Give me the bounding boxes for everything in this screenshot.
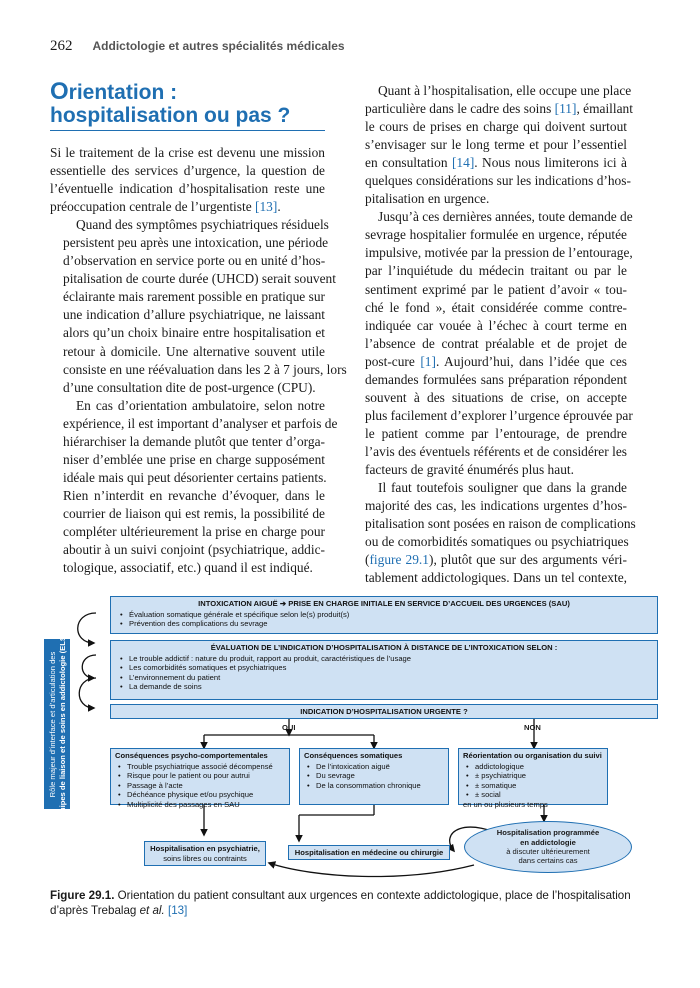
text-line: sevrage hospitalier formulée en urgence, réputée [365, 227, 627, 243]
section-heading [50, 80, 325, 131]
box-intoxication-title: INTOXICATION AIGUË ➔ PRISE EN CHARGE INITIALE EN SERVICE D’ACCUEIL DES URGENCES (SAU) [198, 599, 570, 608]
text-line: En cas d’orientation ambulatoire, selon notre [76, 397, 325, 413]
right-column [352, 82, 636, 587]
box-evaluation-title: ÉVALUATION DE L’INDICATION D’HOSPITALISATION À DISTANCE DE L’INTOXICATION SELON : [210, 643, 558, 652]
text-line: en consultation [14]. Nous nous limiterons ici à [365, 155, 627, 171]
running-head [50, 38, 660, 55]
text-line: niser d’emblée une prise en charge supposément [63, 451, 325, 467]
box-reorientation [458, 748, 608, 809]
text-line: l’absence de contrat préalable et de projet de [365, 335, 627, 351]
box-somatic [299, 748, 449, 805]
box-psycho-item: • Multiplicité des passages en SAU [115, 800, 285, 810]
text-line: souvent à des situations de crise, on accepte [365, 389, 627, 405]
box-reorientation-item: • ± psychiatrique [463, 771, 603, 781]
figure-link[interactable]: figure 29.1 [369, 552, 429, 568]
paragraph-6 [352, 479, 636, 587]
outcome-psychiatry-title: Hospitalisation en psychiatrie, [150, 843, 260, 853]
outcome-psychiatry [144, 841, 266, 866]
text-line: demandes formulées sans préparation répondent [365, 371, 627, 387]
box-evaluation [110, 640, 658, 700]
text-line: Si le traitement de la crise est devenu une mission [50, 145, 325, 160]
heading-line-2: hospitalisation ou pas ? [50, 104, 291, 127]
box-indication [110, 704, 658, 719]
box-somatic-item: • Du sevrage [304, 771, 444, 781]
branch-oui: OUI [282, 723, 296, 732]
outcome-medicine-title: Hospitalisation en médecine ou chirurgie [294, 847, 444, 857]
figure-caption: Figure 29.1. Orientation du patient consultant aux urgences en contexte addictologique, place de l’hospitalisation d’après Trebalag et al. [13] [50, 889, 631, 917]
text-line: majorité des cas, les indications urgentes d’hos- [365, 498, 627, 514]
left-column [50, 144, 347, 577]
branch-non: NON [524, 723, 541, 732]
text-line: quelques considérations sur les indications d’hos- [365, 173, 631, 189]
paragraph-2 [50, 216, 347, 396]
caption-text: Orientation du patient consultant aux urgences en contexte addictologique, place de l’hospitalisation [114, 889, 631, 902]
heading-initial: O [50, 78, 69, 105]
outcome-programmed [464, 821, 632, 873]
citation-link[interactable]: [13] [255, 199, 278, 215]
text-line: alors qu’un choix binaire entre hospitalisation et [63, 325, 325, 341]
text-line: expérience, il est important d’analyser et parfois de [63, 415, 338, 431]
text-line: impulsive, motivée par la pression de l’entourage, [365, 245, 633, 261]
text-line: éclairante mais rarement possible en pratique sur [63, 289, 325, 305]
heading-line-1: rientation : [68, 81, 178, 104]
paragraph-5 [352, 208, 633, 479]
text-line: préoccupation centrale de l’urgentiste [13]. [50, 199, 281, 215]
text-line: tologique, associatif, etc.) quand il est indiqué. [63, 560, 313, 576]
text-line: le cours de prises en charge qui doivent surtout [365, 119, 627, 135]
text-line: l’avis des éventuels référents et de considérer les [365, 443, 627, 459]
text-line: hiérarchiser la demande plutôt que tenter d’orga- [63, 433, 325, 449]
text-line: une indication d’allure psychiatrique, ne laissant [63, 307, 325, 323]
text-line: le patient comme par l’entourage, de prendre [365, 425, 627, 441]
box-psycho [110, 748, 290, 809]
outcome-programmed-title-2: en addictologie [520, 837, 576, 847]
text-line: ou de comorbidités somatiques ou psychiatriques [365, 534, 629, 550]
text-line: ché le fond », était considérée comme contre- [365, 299, 627, 315]
text-line: Quand des symptômes psychiatriques résiduels [76, 217, 329, 233]
text-line: plus facilement d’explorer l’urgence éprouvée par [365, 407, 633, 423]
text-line: d’observation en service porte ou en unité d’hos- [63, 253, 326, 269]
box-psycho-item: • Risque pour le patient ou pour autrui [115, 771, 285, 781]
text-line: post-cure [1]. Aujourd’hui, dans l’idée que ces [365, 353, 627, 369]
text-line: sentiment exprimé par le patient d’avoir « tou- [365, 281, 627, 297]
text-line: retour à domicile. Une alternative souvent utile [63, 343, 325, 359]
text-line: compléter ultérieurement la prise en charge pour [63, 523, 325, 539]
text-line: courrier de liaison qui est remis, la possibilité de [63, 505, 325, 521]
outcome-programmed-sub-1: à discuter ultérieurement [506, 847, 590, 856]
citation-link[interactable]: [1] [420, 353, 436, 369]
box-evaluation-item: • L’environnement du patient [117, 673, 651, 683]
box-evaluation-item: • Les comorbidités somatiques et psychiatriques [117, 663, 651, 673]
page-number: 262 [50, 38, 73, 54]
caption-label: Figure 29.1. [50, 889, 115, 902]
text-line: facteurs de gravité énumérés plus haut. [365, 461, 574, 477]
box-evaluation-item: • Le trouble addictif : nature du produit, rapport au produit, caractéristiques de l’usage [117, 654, 651, 664]
citation-link[interactable]: [11] [554, 101, 577, 117]
text-line: Il faut toutefois souligner que dans la grande [378, 480, 627, 496]
box-reorientation-item: • ± social [463, 790, 603, 800]
box-psycho-item: • Trouble psychiatrique associé décompensé [115, 762, 285, 772]
text-line: (figure 29.1), plutôt que sur des arguments véri- [365, 552, 627, 568]
side-label-line-1: Rôle majeur d’interface et d’articulation des [47, 651, 57, 797]
text-line: consiste en une réévaluation dans les 2 à 7 jours, lors [63, 361, 347, 377]
box-intoxication [110, 596, 658, 634]
paragraph-1 [50, 144, 325, 216]
citation-link[interactable]: [14] [451, 155, 475, 171]
text-line: par l’inquiétude du médecin traitant ou par le [365, 263, 627, 279]
text-line: s’envisager sur le long terme et pour l’essentiel [365, 137, 627, 153]
box-psycho-item: • Déchéance physique et/ou psychique [115, 790, 285, 800]
box-reorientation-item: • ± somatique [463, 781, 603, 791]
text-line: pitalisation en urgence. [365, 191, 490, 207]
text-line: tablement addictologiques. Dans un tel contexte, [365, 570, 627, 586]
elsa-side-label [44, 627, 70, 821]
box-psycho-title: Conséquences psycho-comportementales [115, 751, 268, 760]
text-line: essentielle des services d’urgence, la question de [50, 163, 325, 179]
text-line: particulière dans le cadre des soins [11], émaillant [365, 101, 633, 117]
box-reorientation-footer: en un ou plusieurs temps [463, 799, 548, 809]
box-reorientation-item: • addictologique [463, 762, 603, 772]
citation-link[interactable]: [13] [167, 904, 188, 917]
box-somatic-item: • De la consommation chronique [304, 781, 444, 791]
text-line: pitalisation sont posées en raison de complications [365, 516, 636, 532]
box-intoxication-item: • Prévention des complications du sevrage [117, 619, 651, 629]
side-label-line-2: équipes de liaison et de soins en addictologie (ELSA) [57, 627, 66, 821]
outcome-programmed-sub-2: dans certains cas [518, 856, 578, 866]
text-line: d’une consultation dite de post-urgence (CPU). [63, 379, 316, 395]
text-line: persistent peu après une intoxication, une période [63, 235, 329, 251]
running-title: Addictologie et autres spécialités médicales [92, 39, 345, 53]
text-line: l’éventuelle indication d’hospitalisation reste une [50, 181, 325, 197]
text-line: idéale mais qui peut désorienter certains patients. [63, 469, 327, 485]
outcome-psychiatry-sub: soins libres ou contraints [163, 853, 247, 863]
text-line: Quant à l’hospitalisation, elle occupe une place [378, 83, 632, 98]
text-line: aboutir à un suivi conjoint (psychiatrique, addic- [63, 542, 325, 558]
paragraph-4 [352, 82, 633, 208]
box-evaluation-item: • La demande de soins [117, 682, 651, 692]
text-line: Jusqu’à ces dernières années, toute demande de [378, 209, 633, 225]
outcome-medicine [288, 845, 450, 860]
box-psycho-item: • Passage à l’acte [115, 781, 285, 791]
paragraph-3 [50, 397, 338, 577]
flowchart-figure [44, 583, 664, 881]
box-reorientation-title: Réorientation ou organisation du suivi [463, 751, 602, 760]
box-somatic-item: • De l’intoxication aiguë [304, 762, 444, 772]
box-indication-title: INDICATION D’HOSPITALISATION URGENTE ? [300, 706, 468, 716]
box-somatic-title: Conséquences somatiques [304, 751, 403, 760]
outcome-programmed-title-1: Hospitalisation programmée [496, 828, 600, 838]
text-line: indiquée car vouée à l’échec à court terme en [365, 317, 627, 333]
text-line: pitalisation de courte durée (UHCD) serait souvent [63, 271, 336, 287]
text-line: Rien n’interdit en revanche d’évoquer, dans le [63, 487, 325, 503]
box-intoxication-item: • Évaluation somatique générale et spécifique selon le(s) produit(s) [117, 610, 651, 620]
